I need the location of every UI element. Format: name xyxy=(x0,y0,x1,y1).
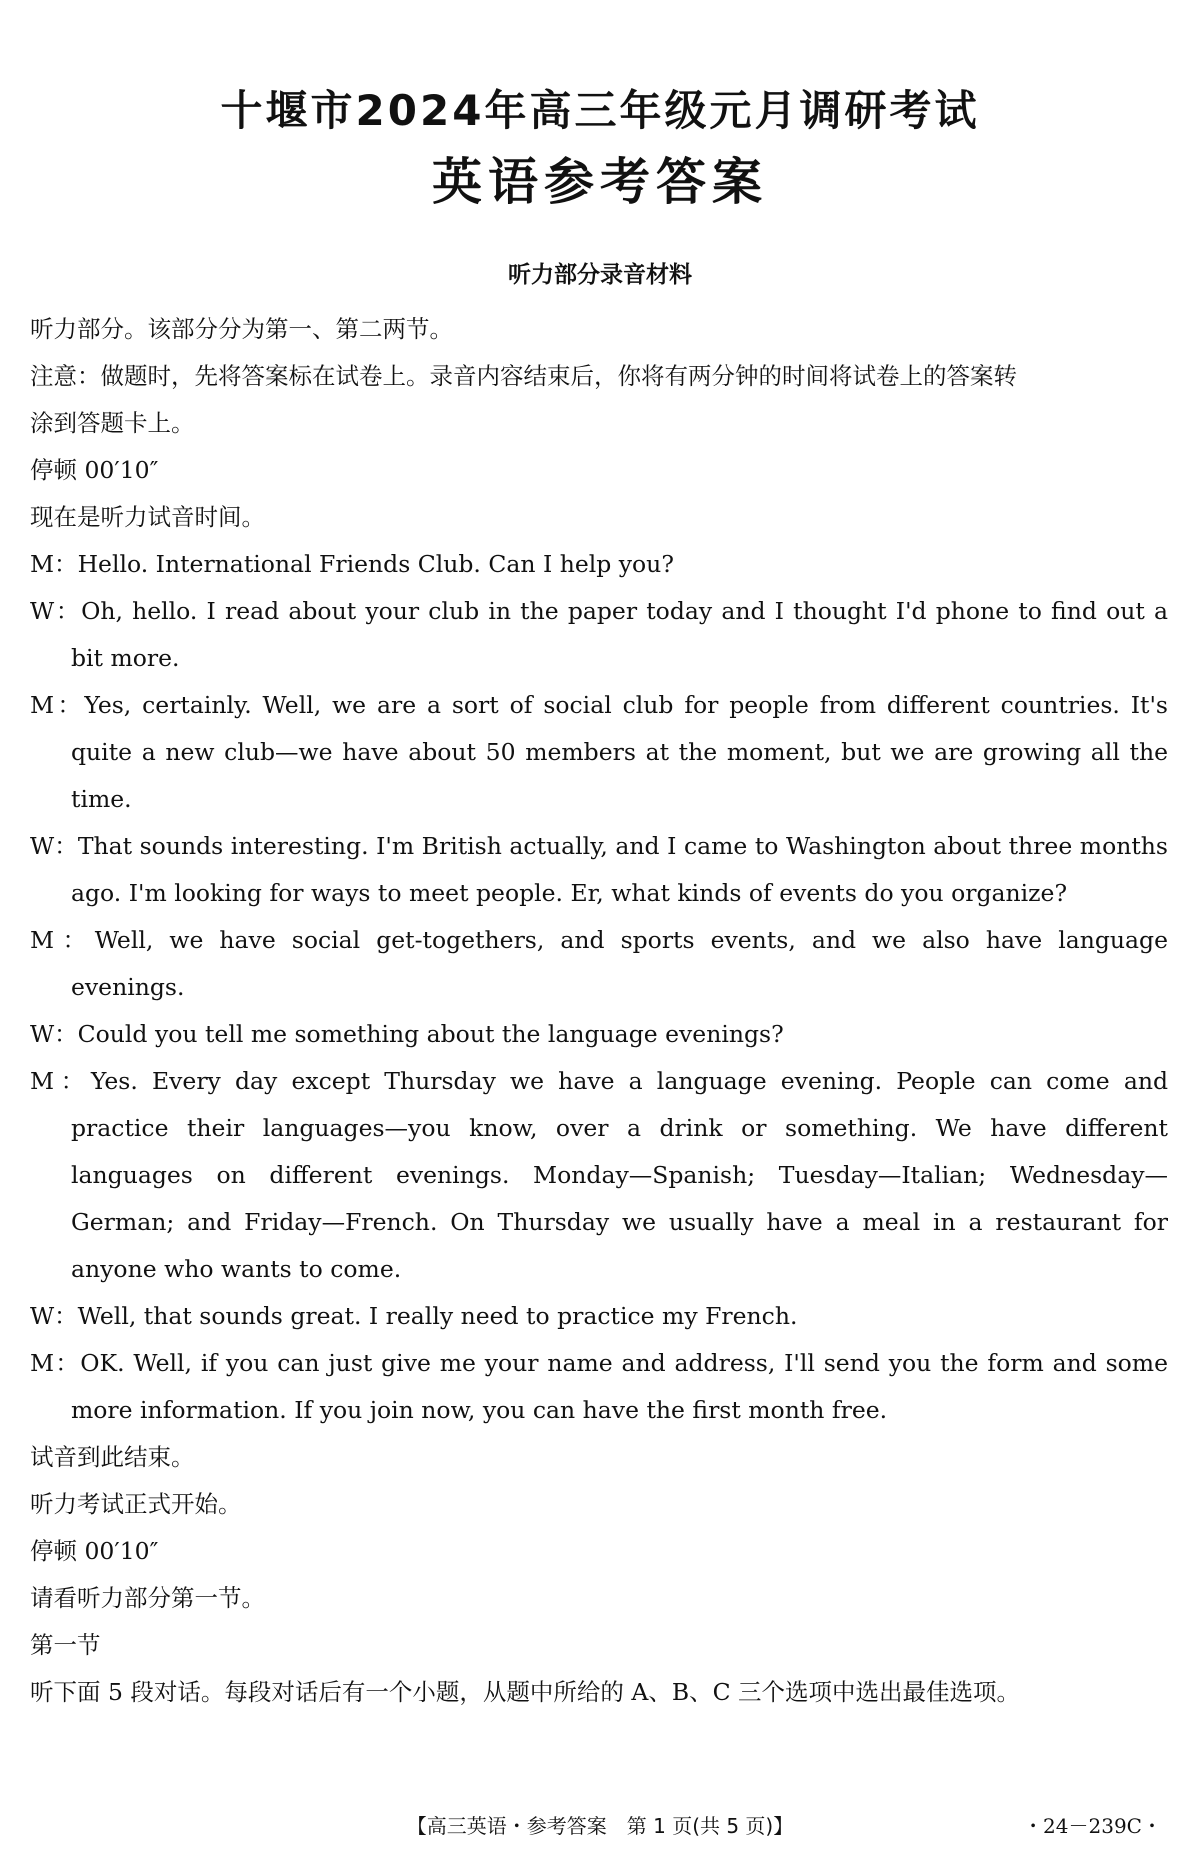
dialogue-turn xyxy=(30,1011,1168,1058)
pause-note: 停顿 00′10″ xyxy=(30,1537,159,1565)
intro-line: 注意：做题时，先将答案标在试卷上。录音内容结束后，你将有两分钟的时间将试卷上的答案转 xyxy=(30,362,1017,390)
document-subtitle: 英语参考答案 xyxy=(432,153,768,211)
dialogue-turn xyxy=(30,823,1168,917)
dialogue-turn xyxy=(30,1058,1168,1293)
section1-title: 第一节 xyxy=(30,1631,101,1659)
trial-end-note: 试音到此结束。 xyxy=(30,1443,195,1471)
section1-prompt: 请看听力部分第一节。 xyxy=(30,1584,265,1612)
speaker-label: W： xyxy=(30,1302,78,1330)
speaker-label: M： xyxy=(30,1067,91,1095)
dialogue-turn xyxy=(30,1340,1168,1434)
speaker-label: M： xyxy=(30,1349,81,1377)
dialogue-text: Well, that sounds great. I really need to practice my French. xyxy=(77,1302,798,1330)
dialogue-text: OK. Well, if you can just give me your name and address, I'll send you the form and some more information. If you join now, you can have the first month free. xyxy=(71,1349,1168,1424)
dialogue-turn xyxy=(30,682,1168,823)
dialogue-text: Oh, hello. I read about your club in the paper today and I thought I'd phone to find out a bit more. xyxy=(71,597,1168,672)
speaker-label: M： xyxy=(30,550,78,578)
footer-page-info: 【高三英语・参考答案 第 1 页(共 5 页)】 xyxy=(406,1814,794,1838)
dialogue-turn xyxy=(30,917,1168,1011)
speaker-label: W： xyxy=(30,597,82,625)
dialogue-text: That sounds interesting. I'm British actually, and I came to Washington about three months ago. I'm looking for ways to meet people. Er, what kinds of events do you organize? xyxy=(71,832,1168,907)
dialogue-text: Yes, certainly. Well, we are a sort of social club for people from different countries. It's quite a new club—we have about 50 members at the moment, but we are growing all the time. xyxy=(71,691,1168,813)
speaker-label: W： xyxy=(30,1020,78,1048)
trial-start-note: 现在是听力试音时间。 xyxy=(30,503,265,531)
pause-note: 停顿 00′10″ xyxy=(30,456,159,484)
exam-start-note: 听力考试正式开始。 xyxy=(30,1490,242,1518)
speaker-label: M： xyxy=(30,926,95,954)
footer-code: ・24－239C・ xyxy=(1023,1814,1162,1838)
intro-line: 听力部分。该部分分为第一、第二两节。 xyxy=(30,315,453,343)
dialogue-text: Yes. Every day except Thursday we have a language evening. People can come and practice their languages—you know, over a drink or something. We have different languages on different evenings. Monday—Spanish; Tuesday—Italian; Wednesday—German; and Friday—French. On Thursday we usually have a meal in a restaurant for anyone who wants to come. xyxy=(71,1067,1169,1283)
dialogue-turn xyxy=(30,588,1168,682)
dialogue-turn xyxy=(30,1293,1168,1340)
section1-instructions: 听下面 5 段对话。每段对话后有一个小题，从题中所给的 A、B、C 三个选项中选出最佳选项。 xyxy=(30,1678,1021,1706)
section-heading: 听力部分录音材料 xyxy=(508,262,692,288)
intro-line: 涂到答题卡上。 xyxy=(30,409,195,437)
document-body xyxy=(30,306,1168,1716)
dialogue-text: Well, we have social get-togethers, and sports events, and we also have language evenings. xyxy=(71,926,1168,1001)
speaker-label: W： xyxy=(30,832,78,860)
page-footer xyxy=(0,1810,1200,1840)
document-title: 十堰市2024年高三年级元月调研考试 xyxy=(220,86,980,135)
dialogue-turn xyxy=(30,541,1168,588)
dialogue-text: Hello. International Friends Club. Can I help you? xyxy=(77,550,674,578)
dialogue-text: Could you tell me something about the language evenings? xyxy=(77,1020,784,1048)
speaker-label: M： xyxy=(30,691,85,719)
